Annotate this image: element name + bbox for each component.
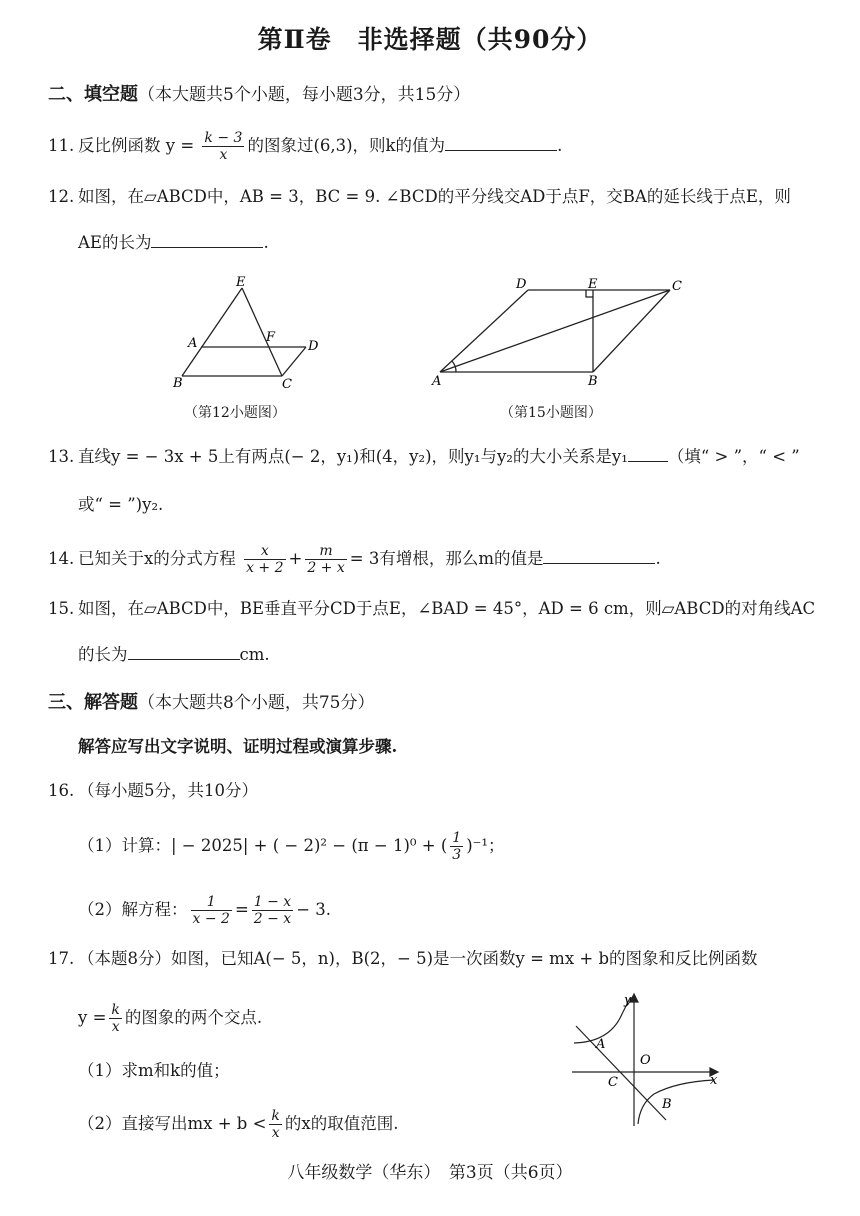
label-B: B xyxy=(662,1097,672,1112)
answer-blank[interactable] xyxy=(128,645,240,660)
label-D: D xyxy=(308,339,319,354)
question-16-part-1 xyxy=(78,830,504,863)
question-text: （填“ > ”，“ < ” xyxy=(667,447,800,466)
label-C: C xyxy=(608,1075,618,1090)
section-note: （本大题共8个小题，共75分） xyxy=(138,693,375,713)
label-C: C xyxy=(672,279,682,294)
question-text: 反比例函数 xyxy=(78,136,161,155)
question-12 xyxy=(48,186,791,208)
segment-BC xyxy=(593,290,670,372)
question-number: 17. xyxy=(48,949,75,968)
diagonal-AC xyxy=(440,290,670,372)
section-title: 三、解答题 xyxy=(48,692,138,713)
label-O: O xyxy=(640,1053,651,1068)
fraction xyxy=(305,543,346,576)
fraction-numerator: 1 − x xyxy=(253,894,292,910)
fraction xyxy=(269,1108,281,1141)
fraction-denominator: 3 xyxy=(452,847,462,863)
fraction xyxy=(450,830,463,863)
label-A: A xyxy=(596,1037,606,1052)
period: . xyxy=(557,136,563,155)
fraction xyxy=(191,894,232,927)
question-number: 11. xyxy=(48,136,75,155)
segment-DA xyxy=(440,290,528,372)
page-footer: 八年级数学（华东） 第3页（共6页） xyxy=(287,1163,573,1183)
question-17-part-2 xyxy=(78,1108,398,1141)
fraction xyxy=(202,130,244,163)
section-heading-answers xyxy=(48,688,374,714)
period: . xyxy=(263,233,269,252)
question-text: 如图，在▱ABCD中，AB = 3，BC = 9. ∠BCD的平分线交AD于点F，交BA的延长线于点E，则 xyxy=(78,187,791,206)
answer-blank[interactable] xyxy=(151,233,263,248)
fraction-numerator: 1 xyxy=(191,894,232,911)
unit: cm. xyxy=(239,645,270,664)
question-text: = 3有增根，那么m的值是 xyxy=(349,549,544,568)
question-17 xyxy=(48,948,758,970)
question-text: AE的长为 xyxy=(78,233,152,252)
question-text: − 3. xyxy=(296,900,332,919)
line-EC xyxy=(242,288,282,376)
label-E: E xyxy=(236,275,246,290)
fraction-denominator: 2 − x xyxy=(253,911,292,927)
figure-15-diagram xyxy=(428,274,698,394)
question-13 xyxy=(48,446,800,468)
fraction-numerator: k xyxy=(111,1002,120,1018)
fraction xyxy=(109,1002,121,1035)
fraction-numerator: k xyxy=(271,1108,280,1124)
question-number: 16. xyxy=(48,781,75,800)
section-note: （本大题共5个小题，每小题3分，共15分） xyxy=(138,85,471,105)
section-heading-fill-in xyxy=(48,80,470,106)
question-12-line2 xyxy=(78,232,269,254)
plus-sign: + xyxy=(288,549,303,568)
question-14 xyxy=(48,543,661,576)
question-16-part-2 xyxy=(78,894,331,927)
fraction-denominator: x + 2 xyxy=(246,560,284,576)
question-text: 的图象过(6,3)，则k的值为 xyxy=(247,136,446,155)
question-text: （2）直接写出mx + b < xyxy=(78,1114,267,1133)
label-D: D xyxy=(516,277,527,292)
equals-sign: = xyxy=(234,900,249,919)
label-A: A xyxy=(188,336,198,351)
fraction xyxy=(252,894,293,927)
label-A: A xyxy=(432,374,442,389)
question-number: 15. xyxy=(48,599,75,618)
fraction-denominator: x xyxy=(111,1019,120,1035)
label-F: F xyxy=(266,330,276,345)
question-text: （1）计算：| − 2025| + ( − 2)² − (π − 1)⁰ + ( xyxy=(78,836,448,855)
figure-17-graph xyxy=(566,986,726,1132)
answer-blank[interactable] xyxy=(543,549,655,564)
page-title: 第Ⅱ卷 非选择题（共90分） xyxy=(257,25,603,54)
period: . xyxy=(655,549,661,568)
line-EB xyxy=(182,288,242,376)
segment-DC xyxy=(282,347,306,376)
fraction-numerator: x xyxy=(244,543,285,560)
question-16 xyxy=(48,780,258,802)
figure-15-caption: （第15小题图） xyxy=(500,405,602,421)
question-17-part-1: （1）求m和k的值； xyxy=(78,1061,230,1080)
question-11 xyxy=(48,130,562,163)
question-number: 13. xyxy=(48,447,75,466)
label-B: B xyxy=(588,374,598,389)
label-y: y xyxy=(624,993,632,1008)
question-number: 12. xyxy=(48,187,75,206)
answer-blank[interactable] xyxy=(628,447,668,462)
label-B: B xyxy=(173,376,183,391)
question-text: 的图象的两个交点. xyxy=(124,1008,263,1027)
fraction-denominator: x − 2 xyxy=(192,911,230,927)
question-text: （2）解方程： xyxy=(78,900,188,919)
answer-blank[interactable] xyxy=(445,136,557,151)
question-text: )⁻¹； xyxy=(466,836,505,855)
section-instruction: 解答应写出文字说明、证明过程或演算步骤. xyxy=(78,737,398,756)
fraction-numerator: m xyxy=(305,543,346,560)
fraction xyxy=(244,543,285,576)
question-17-line2 xyxy=(78,1002,262,1035)
question-15 xyxy=(48,598,815,620)
equation-lhs: y = xyxy=(165,136,195,155)
question-text: 如图，在▱ABCD中，BE垂直平分CD于点E，∠BAD = 45°，AD = 6 cm，则▱ABCD的对角线AC xyxy=(78,599,816,618)
label-E: E xyxy=(588,277,598,292)
fraction-denominator: x xyxy=(219,147,228,163)
question-number: 14. xyxy=(48,549,75,568)
fraction-numerator: 1 xyxy=(452,830,462,846)
question-text: 的长为 xyxy=(78,645,128,664)
question-15-line2 xyxy=(78,644,270,666)
equation-lhs: y = xyxy=(78,1008,107,1027)
question-text: （本题8分）如图，已知A(− 5，n)，B(2，− 5)是一次函数y = mx + b的图象和反比例函数 xyxy=(78,949,758,968)
figure-12-caption: （第12小题图） xyxy=(184,405,286,421)
question-text: 已知关于x的分式方程 xyxy=(78,549,236,568)
label-x: x xyxy=(710,1073,718,1088)
question-text: （每小题5分，共10分） xyxy=(78,781,258,800)
linear-function-line xyxy=(576,1026,666,1120)
label-C: C xyxy=(282,377,292,392)
question-text: 的x的取值范围. xyxy=(284,1114,399,1133)
question-13-line2: 或“ = ”)y₂. xyxy=(78,495,164,514)
figure-12-diagram xyxy=(160,274,320,394)
fraction-denominator: 2 + x xyxy=(307,560,345,576)
question-text: 直线y = − 3x + 5上有两点(− 2，y₁)和(4，y₂)，则y₁与y₂的大小关系是y₁ xyxy=(78,447,628,466)
fraction-numerator: k − 3 xyxy=(204,130,243,146)
fraction-denominator: x xyxy=(271,1125,280,1141)
section-title: 二、填空题 xyxy=(48,84,138,105)
